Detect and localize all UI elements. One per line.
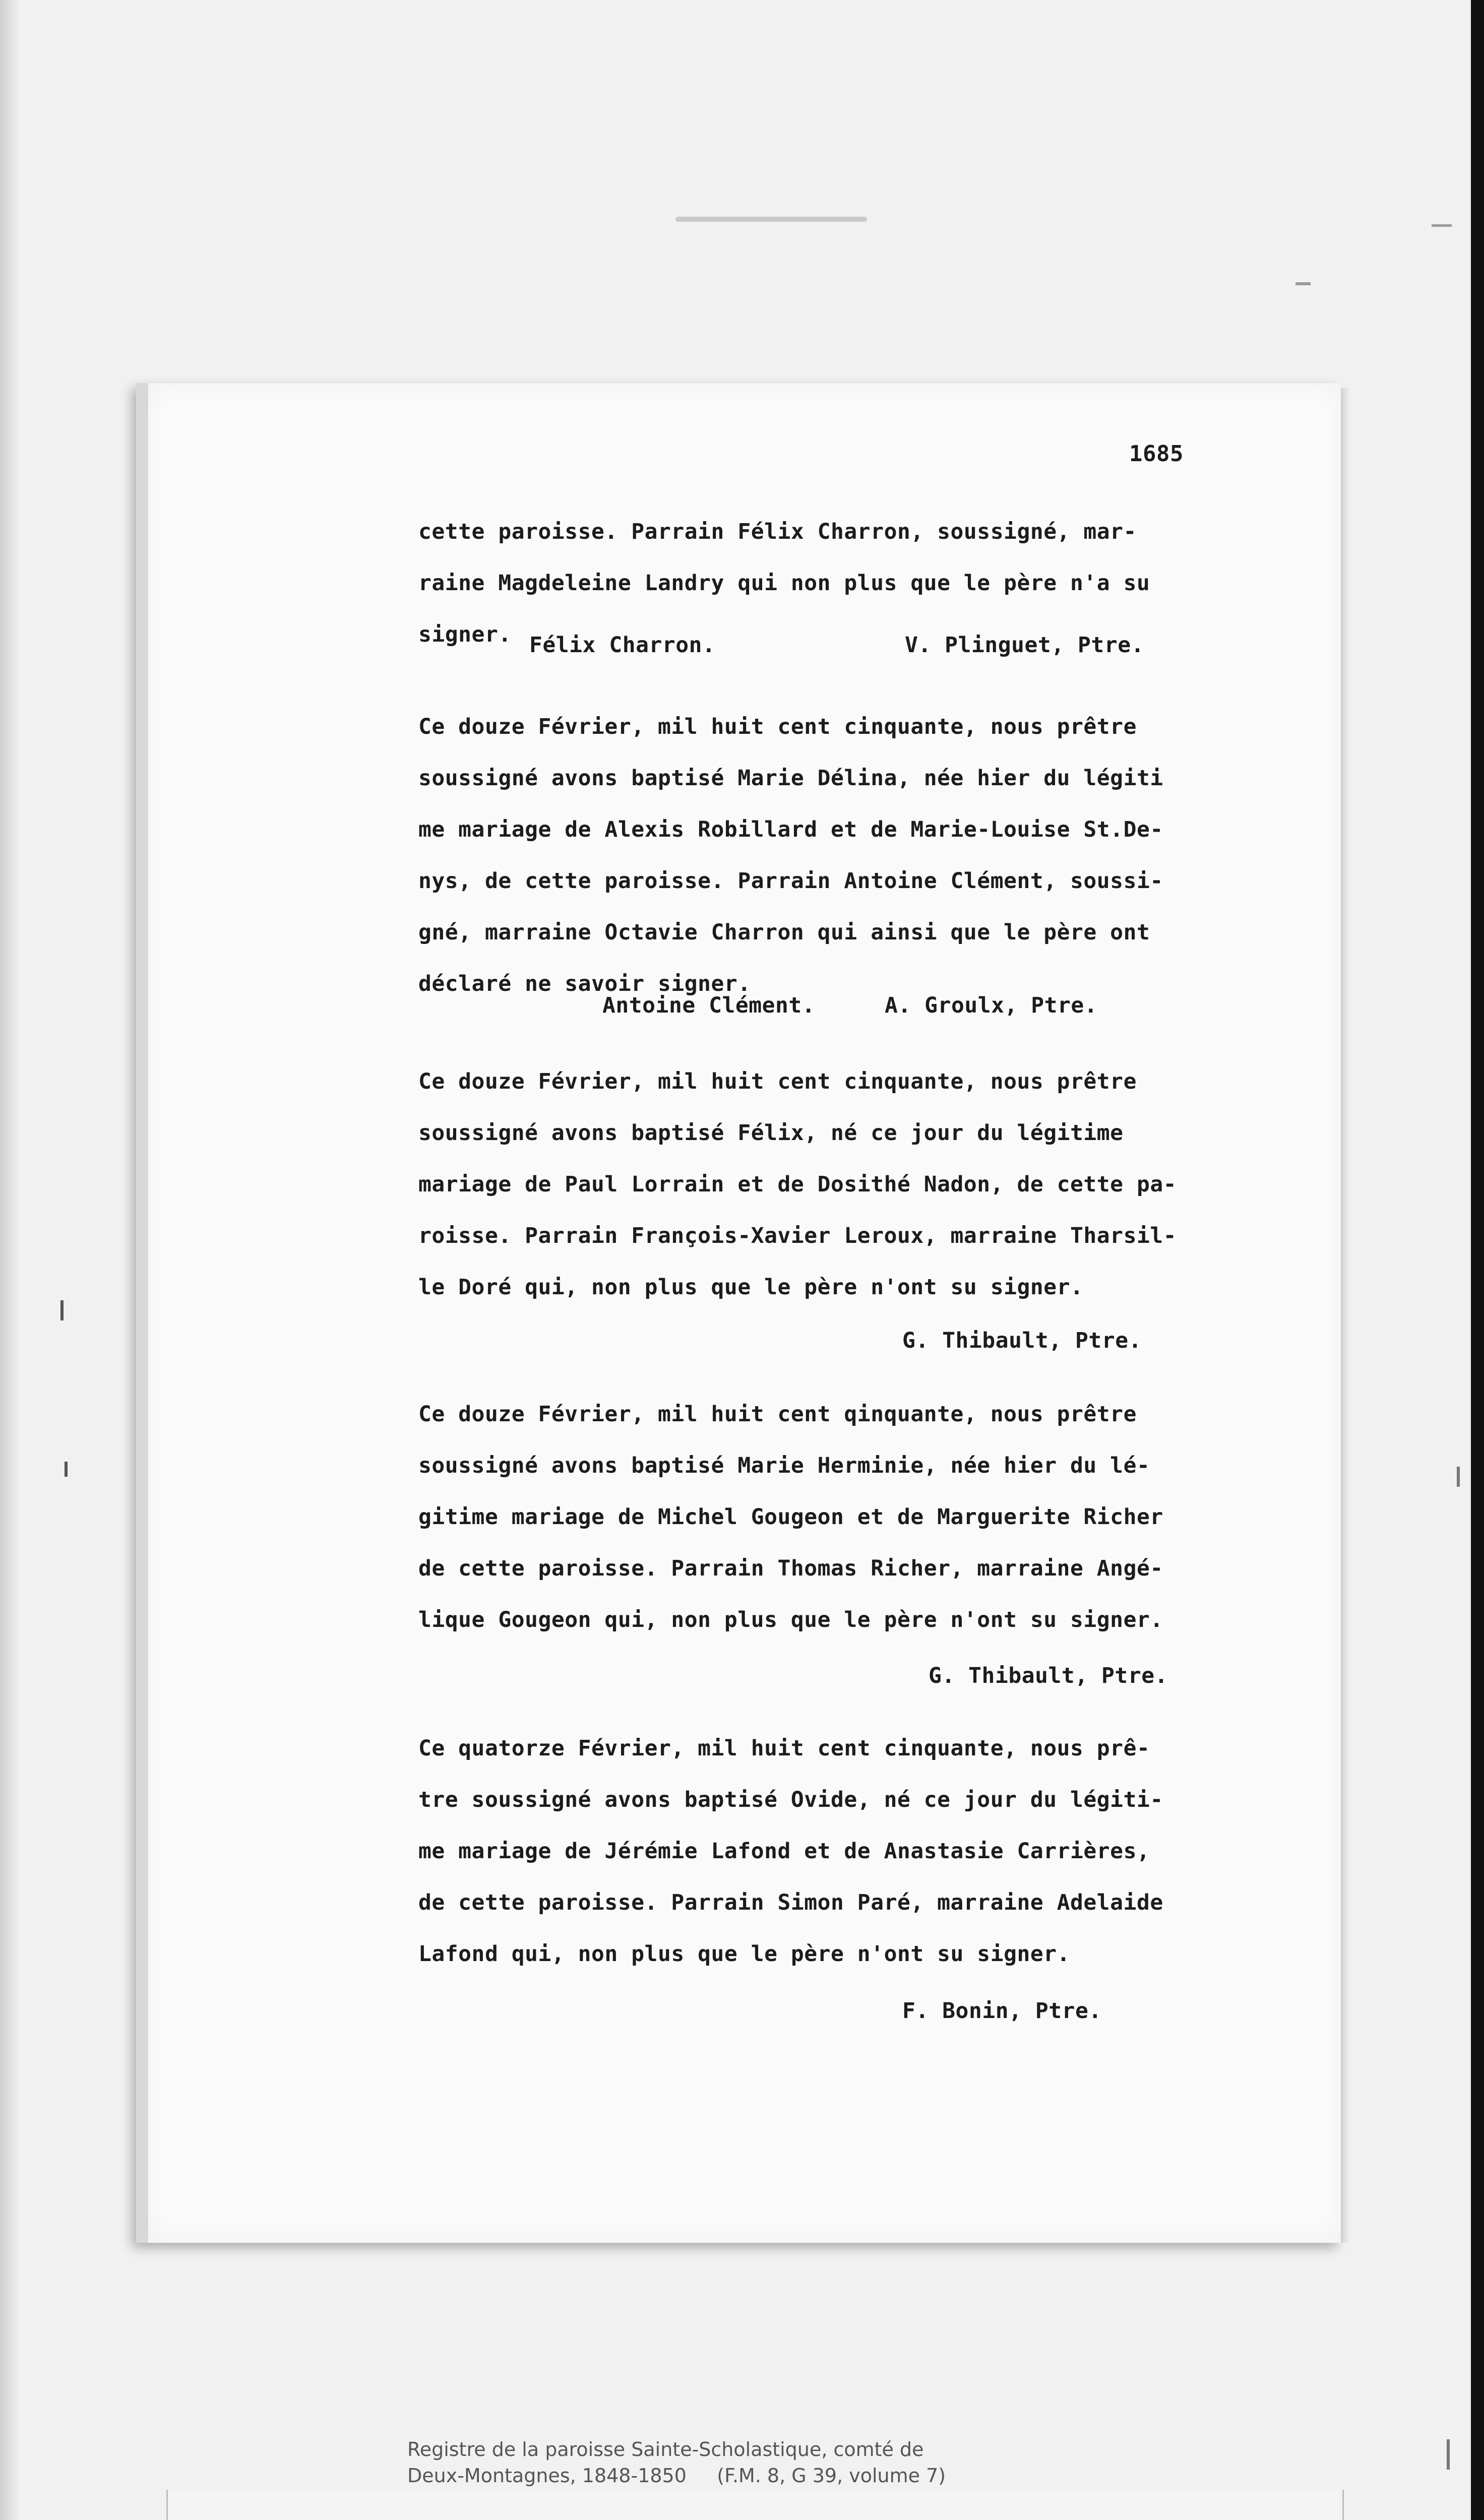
- register-entry: [418, 701, 1235, 1010]
- entry-line: cette paroisse. Parrain Félix Charron, soussigné, mar-: [418, 519, 1137, 544]
- scan-mark: [60, 1300, 64, 1320]
- entry-line: Ce douze Février, mil huit cent cinquante, nous prêtre: [418, 714, 1137, 739]
- entry-line: soussigné avons baptisé Marie Herminie, née hier du lé-: [418, 1453, 1150, 1478]
- entry-line: de cette paroisse. Parrain Simon Paré, marraine Adelaide: [418, 1890, 1163, 1915]
- caption-line: Deux-Montagnes, 1848-1850 (F.M. 8, G 39, volume 7): [407, 2465, 946, 2487]
- signature-priest: A. Groulx, Ptre.: [885, 993, 1098, 1018]
- scan-mark: [1432, 224, 1452, 227]
- signature-priest: G. Thibault, Ptre.: [902, 1328, 1142, 1353]
- entry-line: lique Gougeon qui, non plus que le père n'ont su signer.: [418, 1607, 1163, 1632]
- entry-line: roisse. Parrain François-Xavier Leroux, marraine Tharsil-: [418, 1223, 1177, 1248]
- frame-right-edge: [1471, 0, 1484, 2520]
- scan-mark: [1457, 1467, 1460, 1487]
- entry-line: nys, de cette paroisse. Parrain Antoine Clément, soussi-: [418, 868, 1163, 894]
- register-entry: [418, 1723, 1235, 1980]
- entry-line: tre soussigné avons baptisé Ovide, né ce jour du légiti-: [418, 1787, 1163, 1812]
- entry-line: me mariage de Alexis Robillard et de Marie-Louise St.De-: [418, 817, 1163, 842]
- entry-line: soussigné avons baptisé Félix, né ce jour du légitime: [418, 1120, 1124, 1146]
- entry-line: déclaré ne savoir signer.: [418, 971, 751, 996]
- entry-line: gné, marraine Octavie Charron qui ainsi que le père ont: [418, 920, 1150, 945]
- entry-line: de cette paroisse. Parrain Thomas Richer, marraine Angé-: [418, 1556, 1163, 1581]
- entry-line: soussigné avons baptisé Marie Délina, née hier du légiti: [418, 766, 1163, 791]
- register-caption: [407, 2436, 946, 2489]
- signature-priest: V. Plinguet, Ptre.: [905, 633, 1144, 658]
- entry-line: mariage de Paul Lorrain et de Dosithé Nadon, de cette pa-: [418, 1172, 1177, 1197]
- scan-mark: [675, 217, 867, 222]
- archives-label-panel: [166, 2490, 1344, 2520]
- entry-line: me mariage de Jérémie Lafond et de Anastasie Carrières,: [418, 1839, 1150, 1864]
- entry-line: Ce douze Février, mil huit cent qinquante, nous prêtre: [418, 1402, 1137, 1427]
- signature-priest: F. Bonin, Ptre.: [902, 1998, 1102, 2024]
- register-entry: [418, 1389, 1235, 1646]
- caption-line: Registre de la paroisse Sainte-Scholastique, comté de: [407, 2438, 924, 2461]
- signature-godparent: Félix Charron.: [529, 633, 716, 658]
- signature-godparent: Antoine Clément.: [602, 993, 816, 1018]
- entry-line: le Doré qui, non plus que le père n'ont su signer.: [418, 1275, 1084, 1300]
- scan-mark: [1447, 2439, 1450, 2470]
- scan-mark: [1295, 282, 1311, 285]
- frame-left-edge: [0, 0, 20, 2520]
- entry-line: gitime mariage de Michel Gougeon et de Marguerite Richer: [418, 1504, 1163, 1530]
- entry-line: Ce quatorze Février, mil huit cent cinquante, nous prê-: [418, 1736, 1150, 1761]
- page-number: 1685: [1129, 441, 1184, 467]
- entry-line: Lafond qui, non plus que le père n'ont su signer.: [418, 1941, 1071, 1967]
- signature-priest: G. Thibault, Ptre.: [929, 1663, 1168, 1688]
- register-entry: [418, 1056, 1235, 1313]
- entry-line: signer.: [418, 622, 512, 647]
- entry-line: Ce douze Février, mil huit cent cinquante, nous prêtre: [418, 1069, 1137, 1094]
- entry-line: raine Magdeleine Landry qui non plus que le père n'a su: [418, 571, 1150, 596]
- scan-mark: [65, 1462, 68, 1477]
